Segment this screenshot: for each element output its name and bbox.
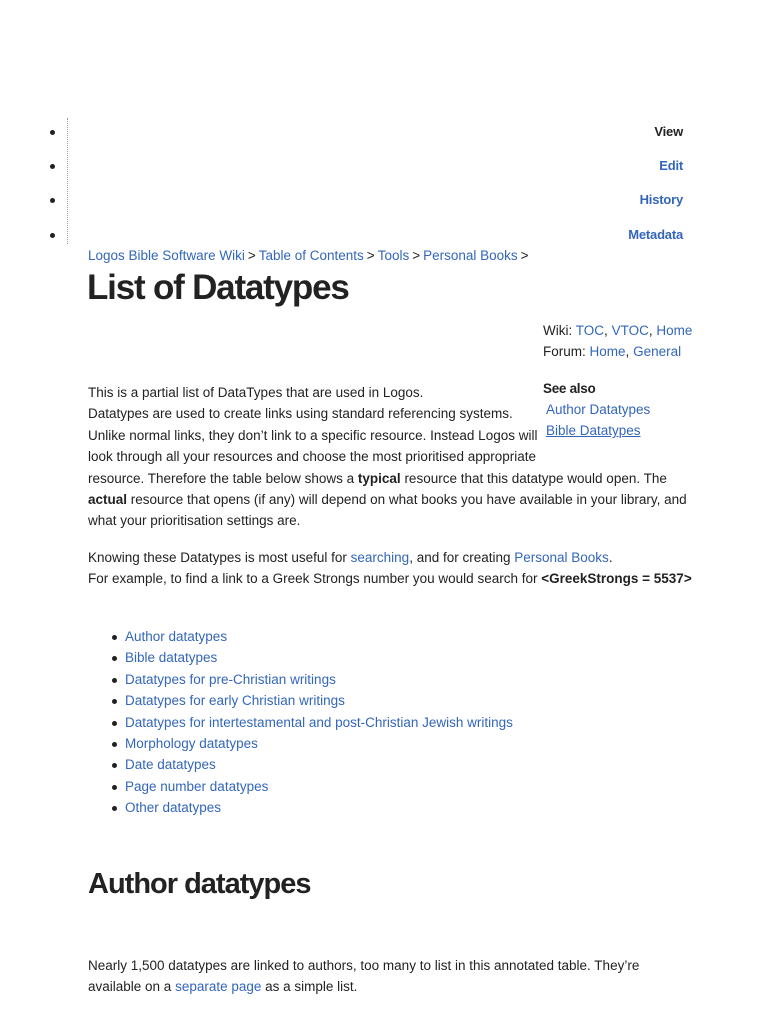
see-also-bible-datatypes[interactable]: Bible Datatypes bbox=[546, 423, 641, 438]
section-paragraph bbox=[88, 955, 688, 998]
list-item bbox=[88, 626, 513, 647]
list-item bbox=[88, 733, 513, 754]
forum-link-home[interactable]: Home bbox=[589, 344, 626, 359]
list-item bbox=[88, 669, 513, 690]
section-line bbox=[88, 976, 688, 997]
comma: , bbox=[648, 323, 653, 338]
comma: , bbox=[604, 323, 608, 338]
emphasis-actual: actual bbox=[88, 492, 128, 508]
view-tab[interactable]: View bbox=[654, 124, 683, 139]
usage-text: , and for creating bbox=[409, 550, 515, 565]
divider bbox=[67, 118, 68, 244]
usage-text: . bbox=[608, 550, 613, 565]
wiki-link-vtoc[interactable]: VTOC bbox=[611, 323, 649, 338]
wiki-link-home[interactable]: Home bbox=[656, 323, 693, 338]
bullet-icon bbox=[50, 198, 55, 203]
list-item bbox=[88, 712, 513, 733]
table-of-contents bbox=[88, 626, 513, 819]
intro-text: resource that opens (if any) will depend on what books you have available in your library, and bbox=[127, 492, 687, 508]
intro-line bbox=[88, 468, 688, 489]
list-item bbox=[88, 754, 513, 775]
intro-line: Datatypes are used to create links using standard referencing systems. bbox=[88, 406, 513, 422]
list-item bbox=[88, 690, 513, 711]
breadcrumb-separator: > bbox=[247, 248, 256, 263]
see-also-heading: See also bbox=[543, 381, 596, 396]
example-query: <GreekStrongs = 5537> bbox=[541, 571, 692, 587]
forum-links bbox=[543, 341, 692, 362]
usage-text: For example, to find a link to a Greek Strongs number you would search for bbox=[88, 571, 542, 587]
breadcrumb-separator: > bbox=[412, 248, 421, 263]
bullet-icon bbox=[50, 130, 55, 135]
usage-text: Knowing these Datatypes is most useful for bbox=[88, 550, 351, 565]
wiki-link-toc[interactable]: TOC bbox=[575, 323, 605, 338]
edit-link[interactable]: Edit bbox=[659, 158, 683, 173]
wiki-links bbox=[543, 320, 692, 341]
toc-link[interactable]: Other datatypes bbox=[125, 800, 222, 816]
emphasis-typical: typical bbox=[357, 470, 401, 486]
bullet-icon bbox=[50, 233, 55, 238]
toc-link[interactable]: Author datatypes bbox=[125, 629, 228, 644]
forum-label: Forum: bbox=[543, 344, 586, 359]
toc-link[interactable]: Morphology datatypes bbox=[125, 736, 258, 752]
breadcrumb bbox=[88, 248, 532, 263]
forum-link-general[interactable]: General bbox=[633, 344, 682, 359]
intro-line: look through all your resources and choose the most prioritised appropriate bbox=[88, 449, 536, 465]
toc-link[interactable]: Bible datatypes bbox=[125, 650, 218, 666]
intro-line: This is a partial list of DataTypes that are used in Logos. bbox=[88, 385, 424, 400]
breadcrumb-item-toc[interactable]: Table of Contents bbox=[258, 248, 364, 263]
intro-line: Unlike normal links, they don’t link to a specific resource. Instead Logos will bbox=[88, 427, 538, 443]
separate-page-link[interactable]: separate page bbox=[175, 979, 262, 995]
page-actions bbox=[0, 118, 768, 248]
toc-link[interactable]: Datatypes for pre-Christian writings bbox=[125, 671, 336, 687]
section-text: available on a bbox=[88, 979, 176, 995]
section-heading: Author datatypes bbox=[88, 868, 311, 900]
intro-paragraph bbox=[88, 382, 688, 532]
wiki-label: Wiki: bbox=[543, 323, 573, 338]
comma: , bbox=[625, 344, 630, 359]
list-item bbox=[88, 647, 513, 668]
intro-text: resource that this datatype would open. The bbox=[400, 470, 667, 486]
see-also-author-datatypes[interactable]: Author Datatypes bbox=[546, 402, 651, 417]
page-title: List of Datatypes bbox=[87, 268, 349, 307]
intro-line bbox=[88, 489, 688, 510]
personal-books-link[interactable]: Personal Books bbox=[514, 550, 609, 565]
breadcrumb-item-wiki[interactable]: Logos Bible Software Wiki bbox=[88, 248, 245, 263]
usage-paragraph bbox=[88, 547, 692, 590]
toc-link[interactable]: Datatypes for intertestamental and post-Christian Jewish writings bbox=[125, 714, 513, 730]
searching-link[interactable]: searching bbox=[350, 550, 410, 565]
list-item bbox=[88, 797, 513, 818]
bullet-icon bbox=[50, 164, 55, 169]
breadcrumb-item-personal-books[interactable]: Personal Books bbox=[423, 248, 518, 263]
list-item bbox=[88, 776, 513, 797]
section-line: Nearly 1,500 datatypes are linked to authors, too many to list in this annotated table. They’re bbox=[88, 958, 640, 973]
breadcrumb-separator: > bbox=[366, 248, 375, 263]
intro-line: what your prioritisation settings are. bbox=[88, 513, 301, 529]
breadcrumb-separator: > bbox=[520, 248, 529, 263]
usage-line bbox=[88, 568, 692, 589]
section-text: as a simple list. bbox=[261, 979, 358, 995]
metadata-link[interactable]: Metadata bbox=[628, 227, 683, 242]
usage-line bbox=[88, 547, 688, 568]
intro-text: resource. Therefore the table below shows a bbox=[88, 470, 358, 486]
toc-link[interactable]: Date datatypes bbox=[125, 757, 216, 773]
toc-link[interactable]: Datatypes for early Christian writings bbox=[125, 693, 345, 709]
breadcrumb-item-tools[interactable]: Tools bbox=[377, 248, 410, 263]
toc-link[interactable]: Page number datatypes bbox=[125, 778, 269, 794]
history-link[interactable]: History bbox=[639, 192, 683, 207]
